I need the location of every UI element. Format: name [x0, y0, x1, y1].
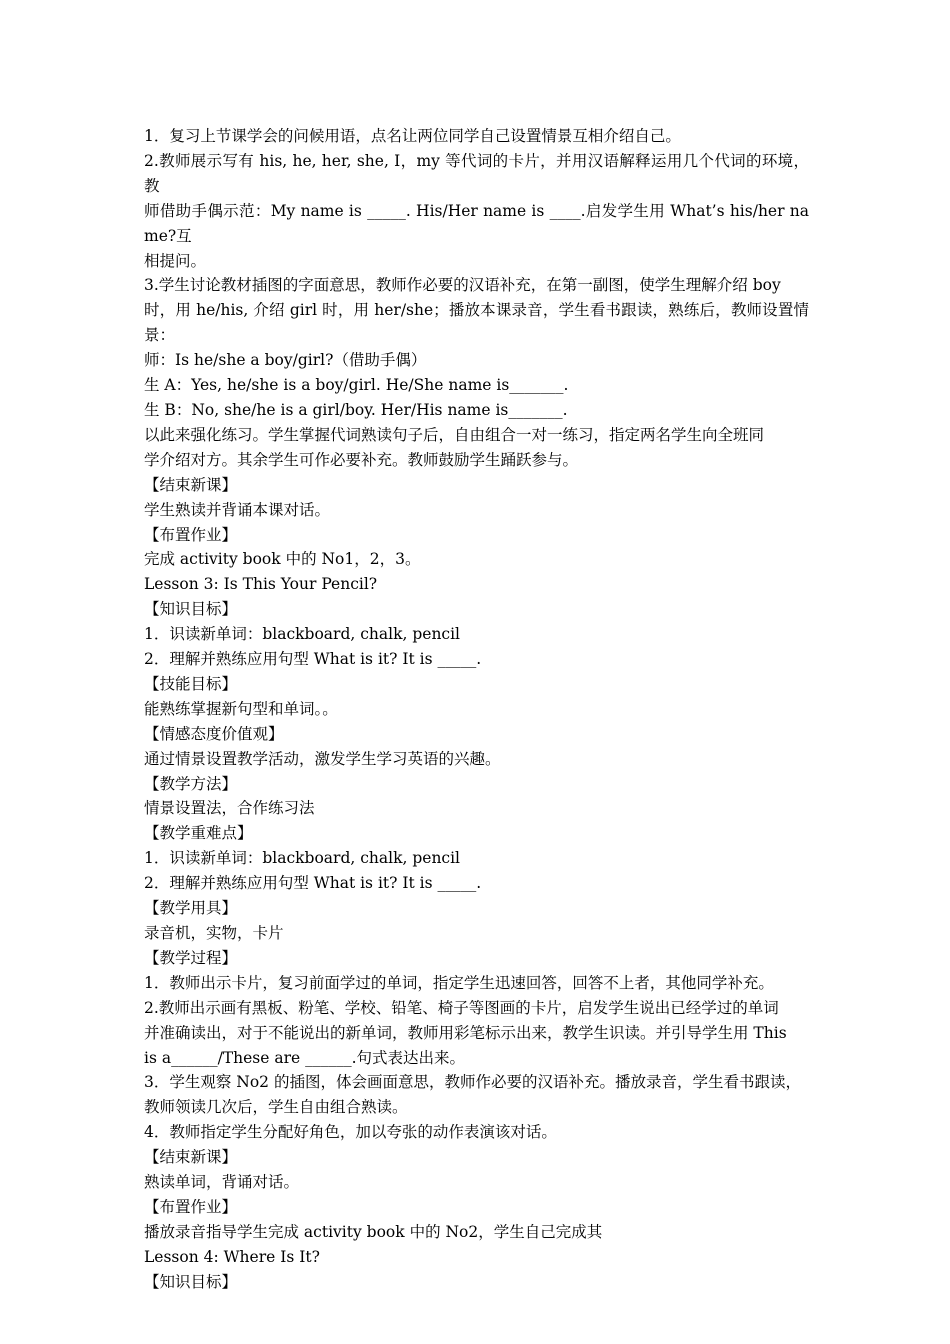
section-heading: 【知识目标】 — [144, 600, 238, 619]
lesson-title: Lesson 4: Where Is It? — [144, 1247, 320, 1266]
text-line: 3.学生讨论教材插图的字面意思，教师作必要的汉语补充，在第一副图，使学生理解介绍 boy — [144, 276, 781, 295]
document-page — [144, 124, 809, 1295]
text-line: 1．识读新单词：blackboard, chalk, pencil — [144, 625, 461, 644]
text-line: 能熟练掌握新句型和单词。。 — [144, 699, 338, 718]
text-line: 学生熟读并背诵本课对话。 — [144, 500, 331, 519]
section-heading: 【教学重难点】 — [144, 824, 253, 843]
section-heading: 【知识目标】 — [144, 1272, 238, 1291]
section-heading: 【教学方法】 — [144, 774, 238, 793]
text-line: 情景设置法，合作练习法 — [144, 799, 315, 818]
section-heading: 【教学用具】 — [144, 899, 238, 918]
text-line: 2.教师出示画有黑板、粉笔、学校、铅笔、椅子等图画的卡片，启发学生说出已经学过的单词 — [144, 998, 779, 1017]
text-line: 生 B：No, she/he is a girl/boy. Her/His name is_______. — [144, 400, 568, 419]
text-line: 生 A：Yes, he/she is a boy/girl. He/She name is_______. — [144, 376, 569, 395]
text-line: 完成 activity book 中的 No1，2，3。 — [144, 550, 421, 569]
section-heading: 【情感态度价值观】 — [144, 724, 284, 743]
text-line: 师借助手偶示范：My name is _____. His/Her name is ____.启发学生用 What’s his/her name?互 — [144, 201, 809, 245]
text-line: 4．教师指定学生分配好角色，加以夸张的动作表演该对话。 — [144, 1123, 557, 1142]
text-line: 1．教师出示卡片，复习前面学过的单词，指定学生迅速回答，回答不上者，其他同学补充。 — [144, 973, 774, 992]
text-line: 教师领读几次后，学生自由组合熟读。 — [144, 1098, 408, 1117]
text-line: 2．理解并熟练应用句型 What is it? It is _____. — [144, 650, 482, 669]
text-line: 相提问。 — [144, 251, 207, 270]
text-line: 1．识读新单词：blackboard, chalk, pencil — [144, 849, 461, 868]
text-line: 并准确读出，对于不能说出的新单词，教师用彩笔标示出来，教学生识读。并引导学生用 This — [144, 1023, 787, 1042]
section-heading: 【技能目标】 — [144, 674, 238, 693]
section-heading: 【布置作业】 — [144, 525, 238, 544]
lesson-title: Lesson 3: Is This Your Pencil? — [144, 575, 378, 594]
text-line: 熟读单词，背诵对话。 — [144, 1173, 300, 1192]
text-line: 师：Is he/she a boy/girl?（借助手偶） — [144, 351, 427, 370]
section-heading: 【教学过程】 — [144, 948, 238, 967]
text-line: 以此来强化练习。学生掌握代词熟读句子后，自由组合一对一练习，指定两名学生向全班同 — [144, 425, 765, 444]
text-line: 通过情景设置教学活动，激发学生学习英语的兴趣。 — [144, 749, 501, 768]
text-line: is a______/These are ______.句式表达出来。 — [144, 1048, 466, 1067]
section-heading: 【结束新课】 — [144, 1148, 238, 1167]
text-line: 1．复习上节课学会的问候用语，点名让两位同学自己设置情景互相介绍自己。 — [144, 127, 681, 145]
text-line: 3．学生观察 No2 的插图，体会画面意思，教师作必要的汉语补充。播放录音，学生看书跟读， — [144, 1073, 801, 1092]
text-line: 播放录音指导学生完成 activity book 中的 No2，学生自己完成其 — [144, 1222, 603, 1241]
text-line: 2.教师展示写有 his, he, her, she, I，my 等代词的卡片，并用汉语解释运用几个代词的环境，教 — [144, 151, 809, 195]
text-line: 学介绍对方。其余学生可作必要补充。教师鼓励学生踊跃参与。 — [144, 450, 579, 469]
text-line: 录音机，实物，卡片 — [144, 924, 284, 942]
section-heading: 【布置作业】 — [144, 1197, 238, 1216]
section-heading: 【结束新课】 — [144, 475, 238, 494]
text-line: 2．理解并熟练应用句型 What is it? It is _____. — [144, 874, 482, 893]
text-line: 时，用 he/his, 介绍 girl 时，用 her/she；播放本课录音，学生看书跟读，熟练后，教师设置情景： — [144, 301, 809, 345]
